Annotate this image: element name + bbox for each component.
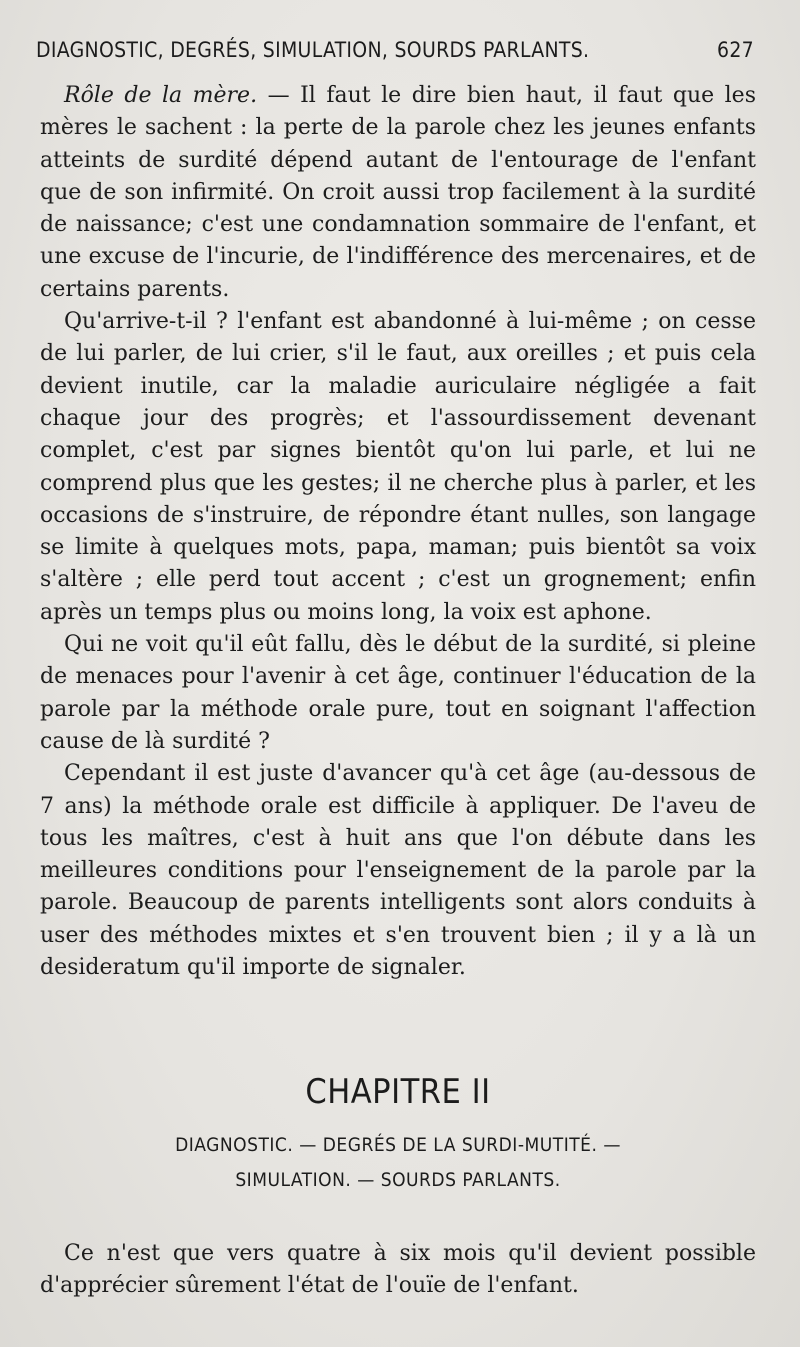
chapter-subtitle-line-1: DIAGNOSTIC. — DEGRÉS DE LA SURDI-MUTITÉ. — bbox=[175, 1134, 621, 1156]
body-text bbox=[40, 80, 756, 984]
page-number: 627 bbox=[717, 38, 754, 62]
paragraph-qui-ne-voit: Qui ne voit qu'il eût fallu, dès le début de la surdité, si pleine de menaces pour l'avenir à cet âge, continuer l'éducation de la parole par la méthode orale pure, tout en soignant l'affection cause de là surdité ? bbox=[40, 632, 756, 754]
paragraph-qu-arrive-t-il: Qu'arrive-t-il ? l'enfant est abandonné à lui-même ; on cesse de lui parler, de lui crier, s'il le faut, aux oreilles ; et puis cela devient inutile, car la maladie auriculaire négligée a fait chaque jour des progrès; et l'assourdissement devenant complet, c'est par signes bientôt qu'on lui parle, et lui ne comprend plus que les gestes; il ne cherche plus à parler, et les occasions de s'instruire, de répondre étant nulles, son langage se limite à quelques mots, papa, maman; puis bientôt sa voix s'altère ; elle perd tout accent ; c'est un grognement; enfin après un temps plus ou moins long, la voix est aphone. bbox=[40, 309, 756, 625]
running-header bbox=[36, 38, 754, 62]
paragraph-ce-n-est-que: Ce n'est que vers quatre à six mois qu'il devient possible d'apprécier sûrement l'état de l'ouïe de l'enfant. bbox=[40, 1241, 756, 1299]
closing-text bbox=[40, 1238, 756, 1303]
running-title: DIAGNOSTIC, DEGRÉS, SIMULATION, SOURDS PARLANTS. bbox=[36, 38, 590, 62]
chapter-heading bbox=[40, 1072, 756, 1191]
chapter-subtitle-line-2: SIMULATION. — SOURDS PARLANTS. bbox=[235, 1169, 561, 1191]
paragraph-role-de-la-mere bbox=[40, 80, 756, 306]
paragraph-text: — Il faut le dire bien haut, il faut que les mères le sachent : la perte de la parole chez les jeunes enfants atteints de surdité dépend autant de l'entourage de l'enfant que de son infirmité. On croit aussi trop facilement à la surdité de naissance; c'est une condamnation sommaire de l'enfant, et une excuse de l'incurie, de l'indifférence des mercenaires, et de certains parents. bbox=[40, 83, 756, 302]
chapter-title: CHAPITRE II bbox=[305, 1072, 491, 1112]
paragraph-lead-italic: Rôle de la mère. bbox=[64, 83, 258, 108]
paragraph-cependant: Cependant il est juste d'avancer qu'à cet âge (au-dessous de 7 ans) la méthode orale est difficile à appliquer. De l'aveu de tous les maîtres, c'est à huit ans que l'on débute dans les meilleures conditions pour l'enseignement de la parole par la parole. Beaucoup de parents intelligents sont alors conduits à user des méthodes mixtes et s'en trouvent bien ; il y a là un desideratum qu'il importe de signaler. bbox=[40, 761, 756, 981]
